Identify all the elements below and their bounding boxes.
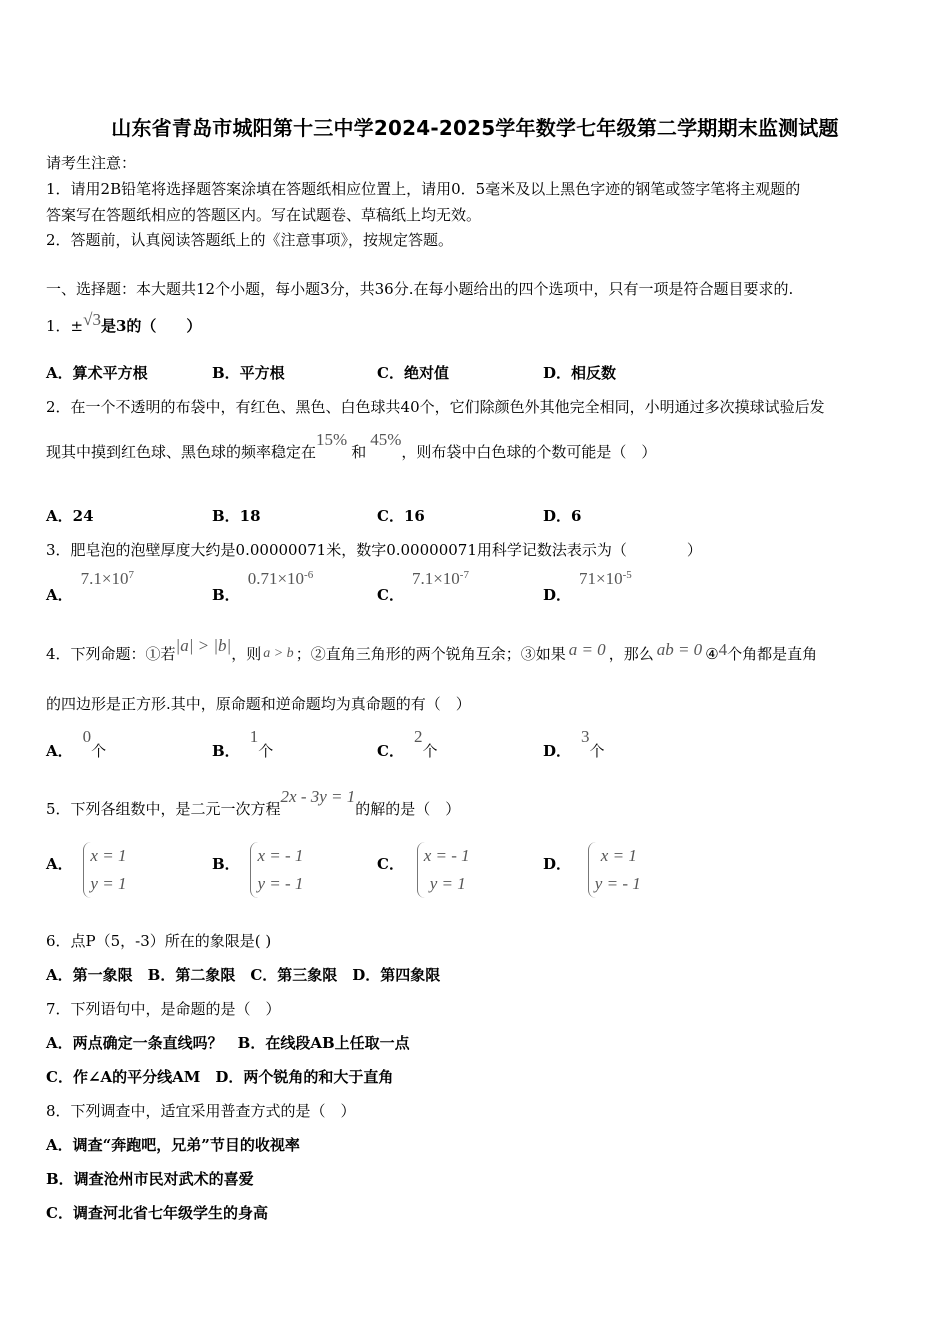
q4-a-unit: 个 [91,742,107,760]
q8-option-a[interactable]: A．调查“奔跑吧，兄弟”节目的收视率 [46,1136,300,1154]
q5-a-label: A． [46,855,73,873]
q8-option-b[interactable]: B．调查沧州市民对武术的喜爱 [46,1170,254,1188]
q4-b-label: B． [212,742,240,760]
q1-option-a[interactable]: A．算术平方根 [46,364,148,382]
q3-a-label: A． [46,586,73,604]
q1-pre: 1．± [46,317,84,335]
q7-options-cd[interactable]: C．作∠A的平分线AM D．两个锐角的和大于直角 [46,1068,394,1086]
q5-pre: 5．下列各组数中，是二元一次方程 [46,800,281,818]
q4-b-unit: 个 [258,742,274,760]
q3-d-exp: -5 [622,569,632,581]
q5-a-line2: y = 1 [90,874,127,893]
q2-line2b: ，则布袋中白色球的个数可能是（ ） [401,443,657,461]
q4-mid4: ④ [705,645,719,663]
q4-math-2: a > b [263,646,294,661]
q3-c-base: 7.1×10 [411,569,460,588]
q3-a-base: 7.1×10 [80,569,129,588]
question-8: 8．下列调查中，适宜采用普查方式的是（ ） [46,1102,356,1120]
question-1 [46,310,202,336]
q5-a-system [83,842,126,898]
q1-post: 是3的（ ） [100,317,202,335]
q4-option-a[interactable] [46,727,107,760]
q5-c-system [417,842,470,898]
q4-math-5: 4 [718,640,728,659]
question-5 [46,787,461,819]
q4-a-label: A． [46,742,73,760]
q5-equation: 2x - 3y = 1 [280,787,356,806]
q4-c-unit: 个 [422,742,438,760]
q5-option-d[interactable] [543,842,641,898]
question-3: 3．肥皂泡的泡壁厚度大约是0.00000071米，数字0.00000071用科学记数法表示为（ ） [46,541,702,559]
q4-math-4: ab = 0 [656,640,703,659]
notice-line-1b: 答案写在答题纸相应的答题区内。写在试题卷、草稿纸上均无效。 [46,206,482,224]
q4-option-b[interactable] [212,727,274,760]
q5-d-label: D． [543,855,572,873]
q4-option-d[interactable] [543,727,605,760]
q5-b-system [250,842,303,898]
q3-a-exp: 7 [128,569,134,581]
q5-d-line1: x = 1 [600,846,637,865]
q4-pre: 4．下列命题：①若 [46,645,176,663]
q5-option-c[interactable] [377,842,470,898]
q4-b-num: 1 [249,727,259,746]
page-title: 山东省青岛市城阳第十三中学2024-2025学年数学七年级第二学期期末监测试题 [111,116,839,140]
q4-math-3: a = 0 [568,640,606,659]
q5-post: 的解的是（ ） [355,800,461,818]
question-4-line-2: 的四边形是正方形.其中，原命题和逆命题均为真命题的有（ ） [46,695,471,713]
notice-heading: 请考生注意： [46,154,137,172]
q5-option-b[interactable] [212,842,303,898]
q4-mid3: ，那么 [608,645,654,663]
q8-option-c[interactable]: C．调查河北省七年级学生的身高 [46,1204,268,1222]
q4-option-c[interactable] [377,727,438,760]
q1-sqrt: √3 [83,310,101,329]
q2-percent-2: 45% [370,430,402,449]
q5-c-label: C． [377,855,404,873]
q5-d-system [588,842,641,898]
q1-option-b[interactable]: B．平方根 [212,364,285,382]
q4-mid2: ；②直角三角形的两个锐角互余；③如果 [295,645,566,663]
question-7: 7．下列语句中，是命题的是（ ） [46,1000,281,1018]
q2-option-b[interactable]: B．18 [212,507,261,525]
q4-mid1: ，则 [231,645,262,663]
q5-a-line1: x = 1 [90,846,127,865]
q3-option-d[interactable] [543,568,632,604]
q5-c-line2: y = 1 [429,874,466,893]
q5-b-label: B． [212,855,240,873]
q5-b-line2: y = - 1 [257,874,304,893]
q4-c-label: C． [377,742,404,760]
q5-option-a[interactable] [46,842,126,898]
q4-c-num: 2 [413,727,423,746]
q3-option-c[interactable] [377,568,469,604]
section-heading: 一、选择题：本大题共12个小题，每小题3分，共36分.在每小题给出的四个选项中，只有一项是符合题目要求的. [46,280,794,298]
question-6: 6．点P（5，-3）所在的象限是( ) [46,932,272,950]
q2-and: 和 [351,443,367,461]
q3-c-exp: -7 [459,569,469,581]
q4-d-unit: 个 [589,742,605,760]
q2-percent-1: 15% [316,430,348,449]
question-2-line-2 [46,430,657,462]
q7-options-ab[interactable]: A．两点确定一条直线吗？ B．在线段AB上任取一点 [46,1034,410,1052]
q4-a-num: 0 [82,727,92,746]
q2-option-d[interactable]: D．6 [543,507,582,525]
q3-d-label: D． [543,586,572,604]
q2-option-c[interactable]: C．16 [377,507,425,525]
question-2-line-1: 2．在一个不透明的布袋中，有红色、黑色、白色球共40个，它们除颜色外其他完全相同，小明通过多次摸球试验后发 [46,398,825,416]
q4-end: 个角都是直角 [727,645,818,663]
question-4-line-1 [46,636,818,664]
q3-b-exp: -6 [304,569,314,581]
q3-option-a[interactable] [46,568,134,604]
q5-c-line1: x = - 1 [423,846,470,865]
q1-option-d[interactable]: D．相反数 [543,364,617,382]
q5-b-line1: x = - 1 [257,846,304,865]
q1-option-c[interactable]: C．绝对值 [377,364,449,382]
q3-b-label: B． [212,586,240,604]
q3-b-base: 0.71×10 [247,569,305,588]
q2-line2a: 现其中摸到红色球、黑色球的频率稳定在 [46,443,317,461]
q3-d-base: 71×10 [579,569,623,588]
notice-line-1a: 1．请用2B铅笔将选择题答案涂填在答题纸相应位置上，请用0．5毫米及以上黑色字迹的钢笔或签字笔将主观题的 [46,180,801,198]
q4-d-num: 3 [581,727,590,746]
q6-options[interactable]: A．第一象限 B．第二象限 C．第三象限 D．第四象限 [46,966,441,984]
q4-math-1: |a| > |b| [175,636,232,655]
notice-line-2: 2．答题前，认真阅读答题纸上的《注意事项》，按规定答题。 [46,231,454,249]
q2-option-a[interactable]: A．24 [46,507,94,525]
q3-c-label: C． [377,586,404,604]
q5-d-line2: y = - 1 [594,874,641,893]
q3-option-b[interactable] [212,568,314,604]
q4-d-label: D． [543,742,572,760]
